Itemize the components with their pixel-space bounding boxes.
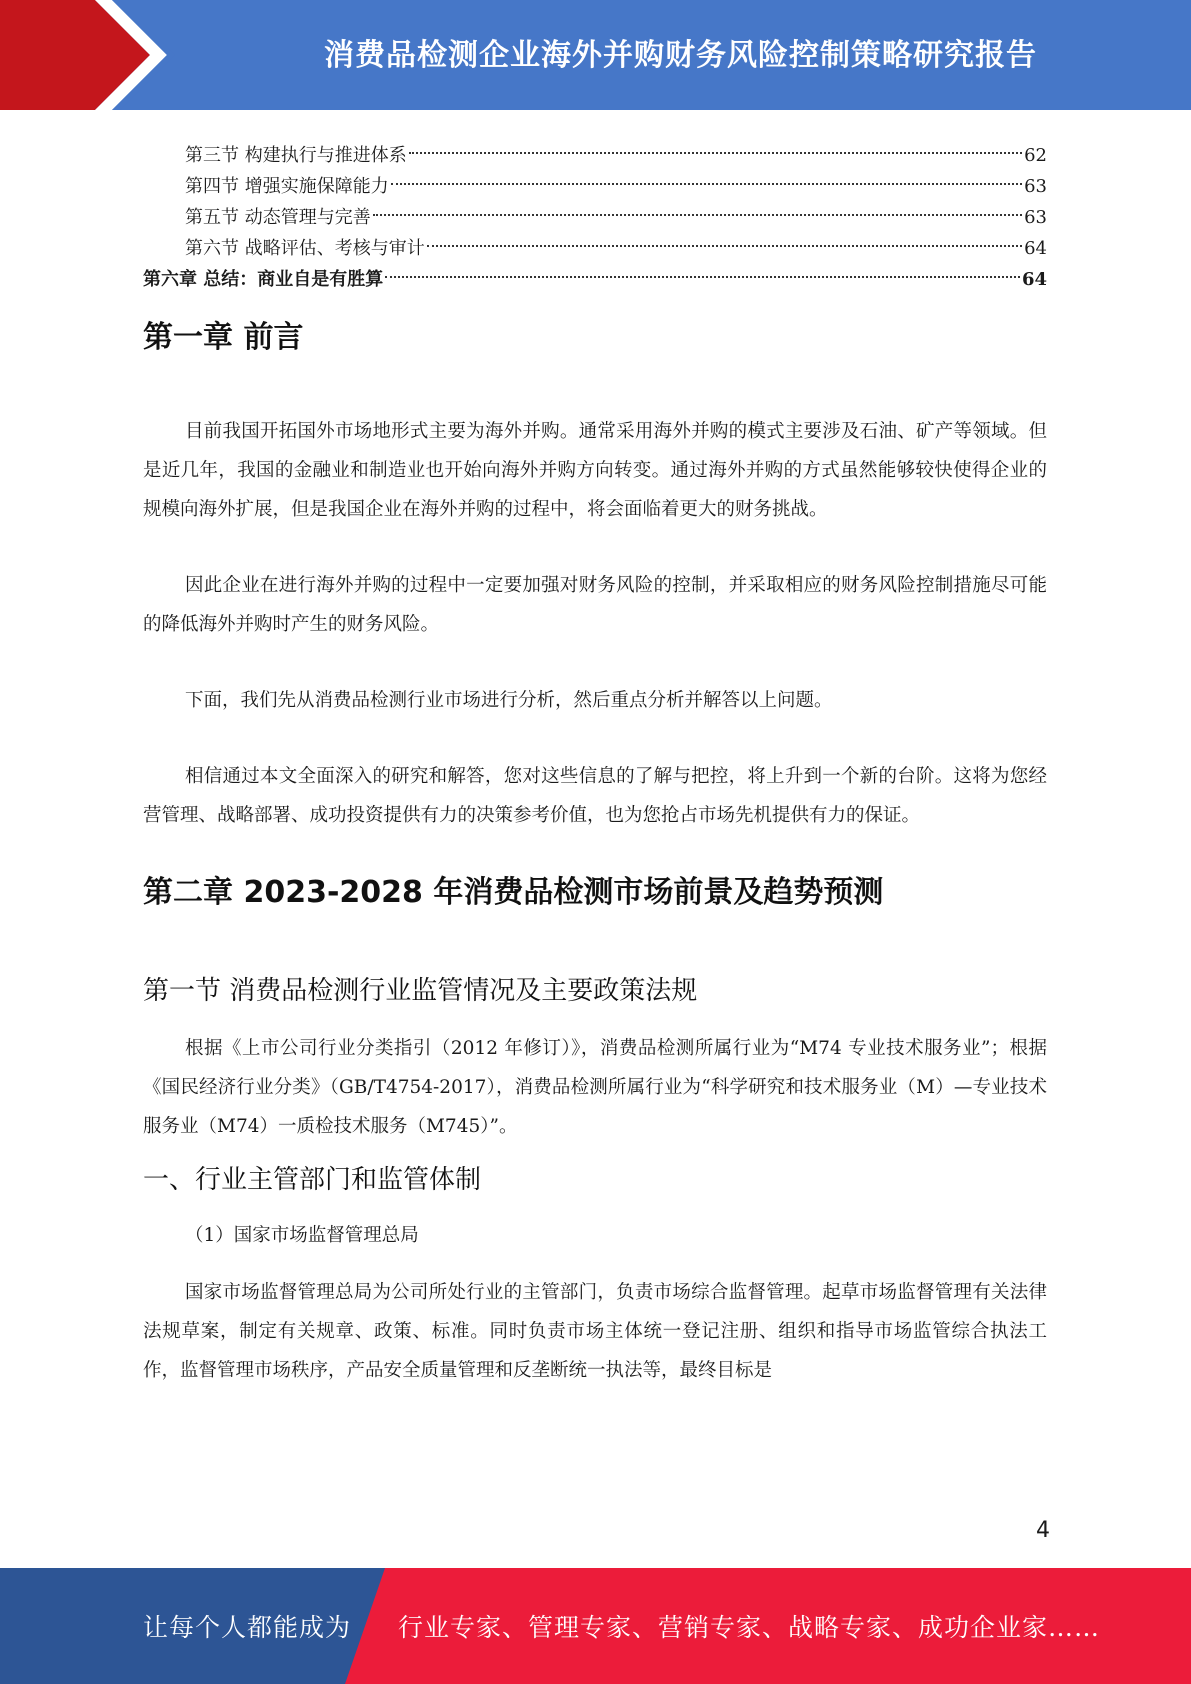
toc-entry-title: 第三节 构建执行与推进体系	[185, 145, 407, 166]
report-footer	[0, 1568, 1191, 1684]
list-item: （1）国家市场监督管理总局	[185, 1225, 419, 1246]
chapter-1-paragraph: 目前我国开拓国外市场地形式主要为海外并购。通常采用海外并购的模式主要涉及石油、矿产等领域。但是近几年，我国的金融业和制造业也开始向海外并购方向转变。通过海外并购的方式虽然能够较快使得企业的规模向海外扩展，但是我国企业在海外并购的过程中，将会面临着更大的财务挑战。	[143, 421, 1047, 520]
toc-entry-page: 63	[1024, 207, 1047, 228]
toc-entry-page: 64	[1024, 238, 1047, 259]
page-number: 4	[1036, 1518, 1050, 1543]
chapter-2-heading: 第二章 2023-2028 年消费品检测市场前景及趋势预测	[143, 875, 884, 910]
toc-leader-dots	[373, 183, 1022, 216]
report-header	[0, 0, 1191, 110]
toc-leader-dots	[385, 245, 1020, 278]
toc-entry-page: 64	[1021, 269, 1047, 290]
report-title: 消费品检测企业海外并购财务风险控制策略研究报告	[324, 38, 1037, 73]
subsection-heading: 一、行业主管部门和监管体制	[143, 1165, 482, 1195]
toc-entry-page: 63	[1024, 176, 1047, 197]
toc-leader-dots	[409, 121, 1022, 154]
table-of-contents	[143, 128, 1047, 290]
chapter-1-paragraph: 下面，我们先从消费品检测行业市场进行分析，然后重点分析并解答以上问题。	[185, 690, 833, 711]
toc-leader-dots	[391, 152, 1022, 185]
toc-entry-title: 第六章 总结：商业自是有胜算	[143, 269, 384, 290]
footer-slogan-right: 行业专家、管理专家、营销专家、战略专家、成功企业家……	[398, 1613, 1101, 1642]
toc-entry-title: 第五节 动态管理与完善	[185, 207, 371, 228]
toc-leader-dots	[427, 214, 1022, 247]
toc-entry-title: 第四节 增强实施保障能力	[185, 176, 389, 197]
footer-slogan-left: 让每个人都能成为	[143, 1613, 352, 1642]
section-1-heading: 第一节 消费品检测行业监管情况及主要政策法规	[143, 976, 698, 1006]
toc-entry-page: 62	[1024, 145, 1047, 166]
section-1-paragraph: 根据《上市公司行业分类指引（2012 年修订）》，消费品检测所属行业为“M74 专业技术服务业”；根据《国民经济行业分类》（GB/T4754-2017），消费品检测所属行业为“科学研究和技术服务业（M）—专业技术服务业（M74）一质检技术服务（M745）”。	[143, 1038, 1047, 1137]
header-arrow-decoration	[0, 0, 220, 110]
chapter-1-paragraph: 因此企业在进行海外并购的过程中一定要加强对财务风险的控制，并采取相应的财务风险控制措施尽可能的降低海外并购时产生的财务风险。	[143, 575, 1047, 635]
chapter-1-paragraph: 相信通过本文全面深入的研究和解答，您对这些信息的了解与把控，将上升到一个新的台阶。这将为您经营管理、战略部署、成功投资提供有力的决策参考价值，也为您抢占市场先机提供有力的保证。	[143, 766, 1047, 826]
document-body	[143, 318, 1047, 1390]
chapter-1-heading: 第一章 前言	[143, 320, 304, 355]
list-item-paragraph: 国家市场监督管理总局为公司所处行业的主管部门，负责市场综合监督管理。起草市场监督管理有关法律法规草案，制定有关规章、政策、标准。同时负责市场主体统一登记注册、组织和指导市场监管综合执法工作，监督管理市场秩序，产品安全质量管理和反垄断统一执法等，最终目标是	[143, 1282, 1047, 1381]
toc-entry-title: 第六节 战略评估、考核与审计	[185, 238, 425, 259]
